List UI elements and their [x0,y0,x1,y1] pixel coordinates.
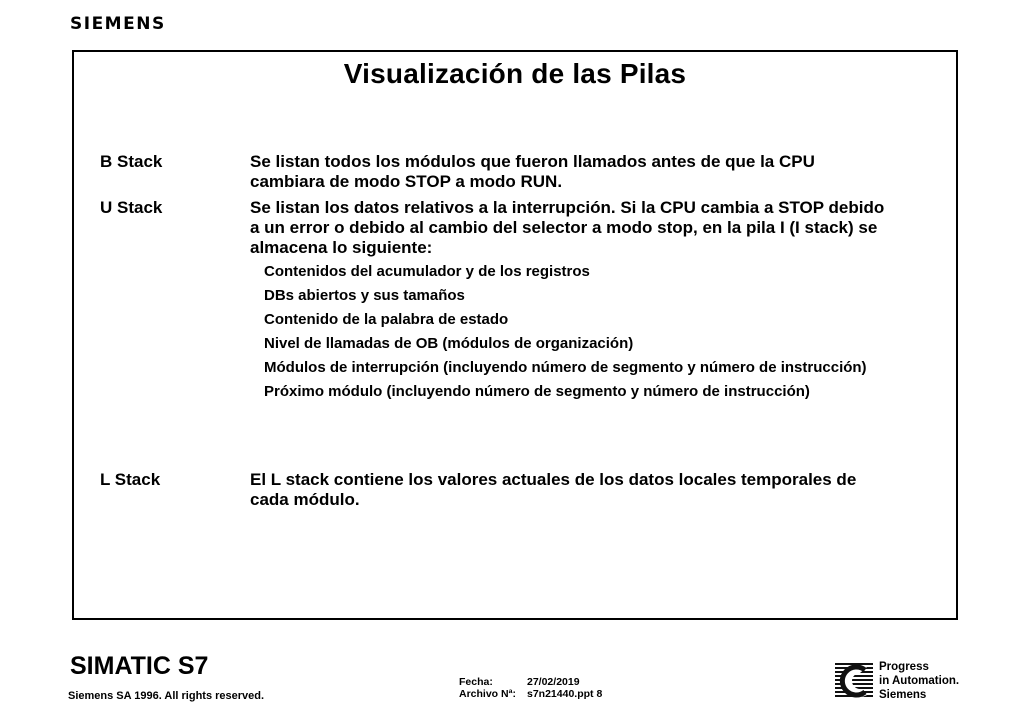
product-name: SIMATIC S7 [70,652,209,680]
slide-title: Visualización de las Pilas [343,58,687,89]
list-item: Módulos de interrupción (incluyendo número de segmento y número de instrucción) [264,359,867,376]
tagline [879,660,959,702]
u-stack-text: Se listan los datos relativos a la interrupción. Si la CPU cambia a STOP debido a un error o debido al cambio del selector a modo stop, en la pila I (I stack) se almacena lo siguiente: [250,198,885,257]
list-item: Contenidos del acumulador y de los registros [264,263,590,280]
copyright-text: Siemens SA 1996. All rights reserved. [68,690,265,702]
list-item: DBs abiertos y sus tamaños [264,287,465,304]
u-stack-label: U Stack [100,198,163,217]
tagline-line-1: Progress [879,661,929,673]
file-meta [459,676,602,700]
archivo-value: s7n21440.ppt 8 [527,688,603,700]
list-item: Nivel de llamadas de OB (módulos de organización) [264,335,634,352]
fecha-value: 27/02/2019 [527,676,580,688]
b-stack-text: Se listan todos los módulos que fueron llamados antes de que la CPU cambiara de modo STOP a modo RUN. [250,152,815,191]
slide-frame [72,50,958,620]
b-stack-label: B Stack [100,152,163,171]
siemens-logo: SIEMENS [70,14,166,34]
list-item: Próximo módulo (incluyendo número de segmento y número de instrucción) [264,383,810,400]
fecha-label: Fecha: [459,676,493,688]
tagline-line-3: Siemens [879,689,927,701]
l-stack-label: L Stack [100,470,161,489]
list-item: Contenido de la palabra de estado [264,311,509,328]
tagline-line-2: in Automation. [879,675,960,687]
archivo-label: Archivo Nª: [459,688,516,700]
l-stack-text: El L stack contiene los valores actuales de los datos locales temporales de cada módulo. [250,470,857,509]
siemens-progress-logo-icon [834,661,874,701]
u-stack-list [264,262,904,406]
